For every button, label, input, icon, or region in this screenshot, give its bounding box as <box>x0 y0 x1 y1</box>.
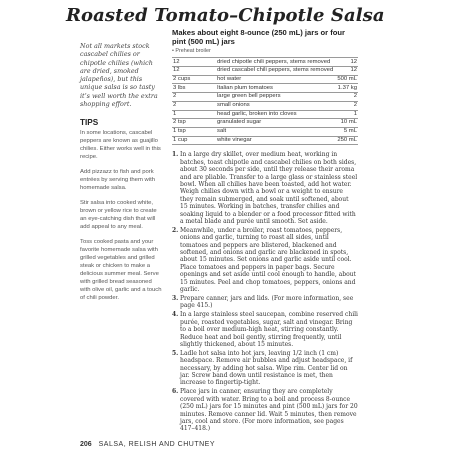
ingredient-item: Italian plum tomatoes <box>216 84 336 93</box>
ingredient-row <box>172 93 358 102</box>
ingredient-row <box>172 119 358 128</box>
ingredient-row <box>172 110 358 119</box>
step-number: 2. <box>172 226 179 234</box>
step-text: In a large dry skillet, over medium heat, working in batches, toast chipotle and cascabel chilies on both sides, about 30 seconds per side, until they release their aroma and are pliable. Transfer to a large glass or stainless steel bowl. When all chilies have been toasted, add hot water. Weigh chilies down with a bowl or a weight to ensure they remain submerged, and soak until softened, about 15 minutes. Working in batches, transfer chilies and soaking liquid to a blender or a food processor fitted with a metal blade and purée until smooth. Set aside. <box>180 151 358 225</box>
tip-item: Add pizzazz to fish and pork entrées by serving them with homemade salsa. <box>80 169 155 192</box>
ingredient-item: salt <box>216 127 336 136</box>
preheat-note: • Preheat broiler <box>172 48 211 55</box>
step-text: Place jars in canner, ensuring they are completely covered with water. Bring to a boil and process 8-ounce (250 mL) jars for 15 minutes and pint (500 mL) jars for 20 minutes. Remove canner lid. Wait 5 minutes, then remove jars, cool and store. (For more information, see pages 417–418.) <box>180 388 358 433</box>
section-name: SALSA, RELISH AND CHUTNEY <box>98 441 216 448</box>
ingredient-row <box>172 67 358 76</box>
ingredient-qty: 1 tsp <box>172 127 216 136</box>
method-step <box>172 311 358 348</box>
ingredient-item: dried chipotle chili peppers, stems removed <box>216 58 336 67</box>
step-number: 3. <box>172 295 179 302</box>
step-number: 5. <box>172 349 179 357</box>
sidebar <box>80 42 162 309</box>
method-step <box>172 295 358 310</box>
intro-note: Not all markets stock cascabel chilies or chipotle chilies (which are dried, smoked jalapeños), but this unique salsa is so tasty it’s well worth the extra shopping effort. <box>80 42 158 109</box>
ingredient-metric: 1.37 kg <box>336 84 358 93</box>
ingredient-item: hot water <box>216 75 336 84</box>
step-text: Prepare canner, jars and lids. (For more information, see page 415.) <box>180 295 354 310</box>
ingredient-item: granulated sugar <box>216 119 336 128</box>
method-step <box>172 388 358 432</box>
yield-heading: Makes about eight 8-ounce (250 mL) jars or four pint (500 mL) jars <box>172 28 346 47</box>
recipe-title: Roasted Tomato–Chipotle Salsa <box>66 5 385 26</box>
ingredient-metric: 2 <box>336 93 358 102</box>
ingredient-item: small onions <box>216 101 336 110</box>
ingredient-metric: 12 <box>336 58 358 67</box>
tips-heading: TIPS <box>80 118 99 128</box>
ingredient-qty: 1 cup <box>172 136 216 145</box>
tip-item: Stir salsa into cooked white, brown or yellow rice to create an eye-catching dish that will add appeal to any meal. <box>80 200 157 231</box>
ingredient-metric: 10 mL <box>336 119 358 128</box>
ingredient-metric: 2 <box>336 101 358 110</box>
step-text: In a large stainless steel saucepan, combine reserved chili purée, roasted vegetables, sugar, salt and vinegar. Bring to a boil over medium-high heat, stirring constantly. Reduce heat and boil gently, stirring frequently, until slightly thickened, about 15 minutes. <box>180 311 358 348</box>
method-step <box>172 227 358 294</box>
ingredient-qty: 2 <box>172 101 216 110</box>
ingredient-qty: 2 <box>172 93 216 102</box>
ingredient-row <box>172 136 358 145</box>
ingredients-table <box>172 57 358 145</box>
tip-item: Toss cooked pasta and your favorite homemade salsa with grilled vegetables and grilled steak or chicken to make a delicious summer meal. Serve with grilled bread seasoned with olive oil, garlic and a touch of chili powder. <box>80 239 162 302</box>
ingredient-row <box>172 58 358 67</box>
ingredient-item: head garlic, broken into cloves <box>216 110 336 119</box>
step-text: Meanwhile, under a broiler, roast tomatoes, peppers, onions and garlic, turning to roast all sides, until tomatoes and peppers are blistered, blackened and softened, and onions and garlic are blackened in spots, about 15 minutes. Set onions and garlic aside until cool. Place tomatoes and peppers in paper bags. Secure openings and set aside until cool enough to handle, about 15 minutes. Peel and chop tomatoes, peppers, onions and garlic. <box>180 226 356 294</box>
step-number: 6. <box>172 388 179 396</box>
ingredient-row <box>172 101 358 110</box>
ingredient-metric: 250 mL <box>336 136 358 145</box>
ingredient-row <box>172 84 358 93</box>
page-number: 206 <box>80 441 92 448</box>
ingredient-metric: 1 <box>336 110 358 119</box>
method-step <box>172 151 358 225</box>
ingredient-qty: 1 <box>172 110 216 119</box>
ingredient-metric: 500 mL <box>336 75 358 84</box>
ingredient-qty: 3 lbs <box>172 84 216 93</box>
step-text: Ladle hot salsa into hot jars, leaving 1/2 inch (1 cm) headspace. Remove air bubbles and adjust headspace, if necessary, by adding hot salsa. Wipe rim. Center lid on jar. Screw band down until resistance is met, then increase to fingertip-tight. <box>180 349 353 387</box>
ingredient-metric: 12 <box>336 67 358 76</box>
ingredient-qty: 12 <box>172 67 216 76</box>
tip-item: In some locations, cascabel peppers are known as guajillo chilies. Either works well in this recipe. <box>80 130 161 161</box>
page-footer <box>80 441 215 448</box>
ingredient-item: large green bell peppers <box>216 93 336 102</box>
method-step <box>172 350 358 387</box>
ingredient-qty: 2 tsp <box>172 119 216 128</box>
step-number: 1. <box>172 151 179 159</box>
ingredient-item: white vinegar <box>216 136 336 145</box>
method-steps <box>172 151 358 433</box>
step-number: 4. <box>172 311 179 319</box>
ingredient-item: dried cascabel chili peppers, stems removed <box>216 67 336 76</box>
ingredient-qty: 12 <box>172 58 216 67</box>
ingredient-metric: 5 mL <box>336 127 358 136</box>
recipe-body <box>172 28 358 434</box>
ingredient-qty: 2 cups <box>172 75 216 84</box>
ingredient-row <box>172 127 358 136</box>
ingredient-row <box>172 75 358 84</box>
